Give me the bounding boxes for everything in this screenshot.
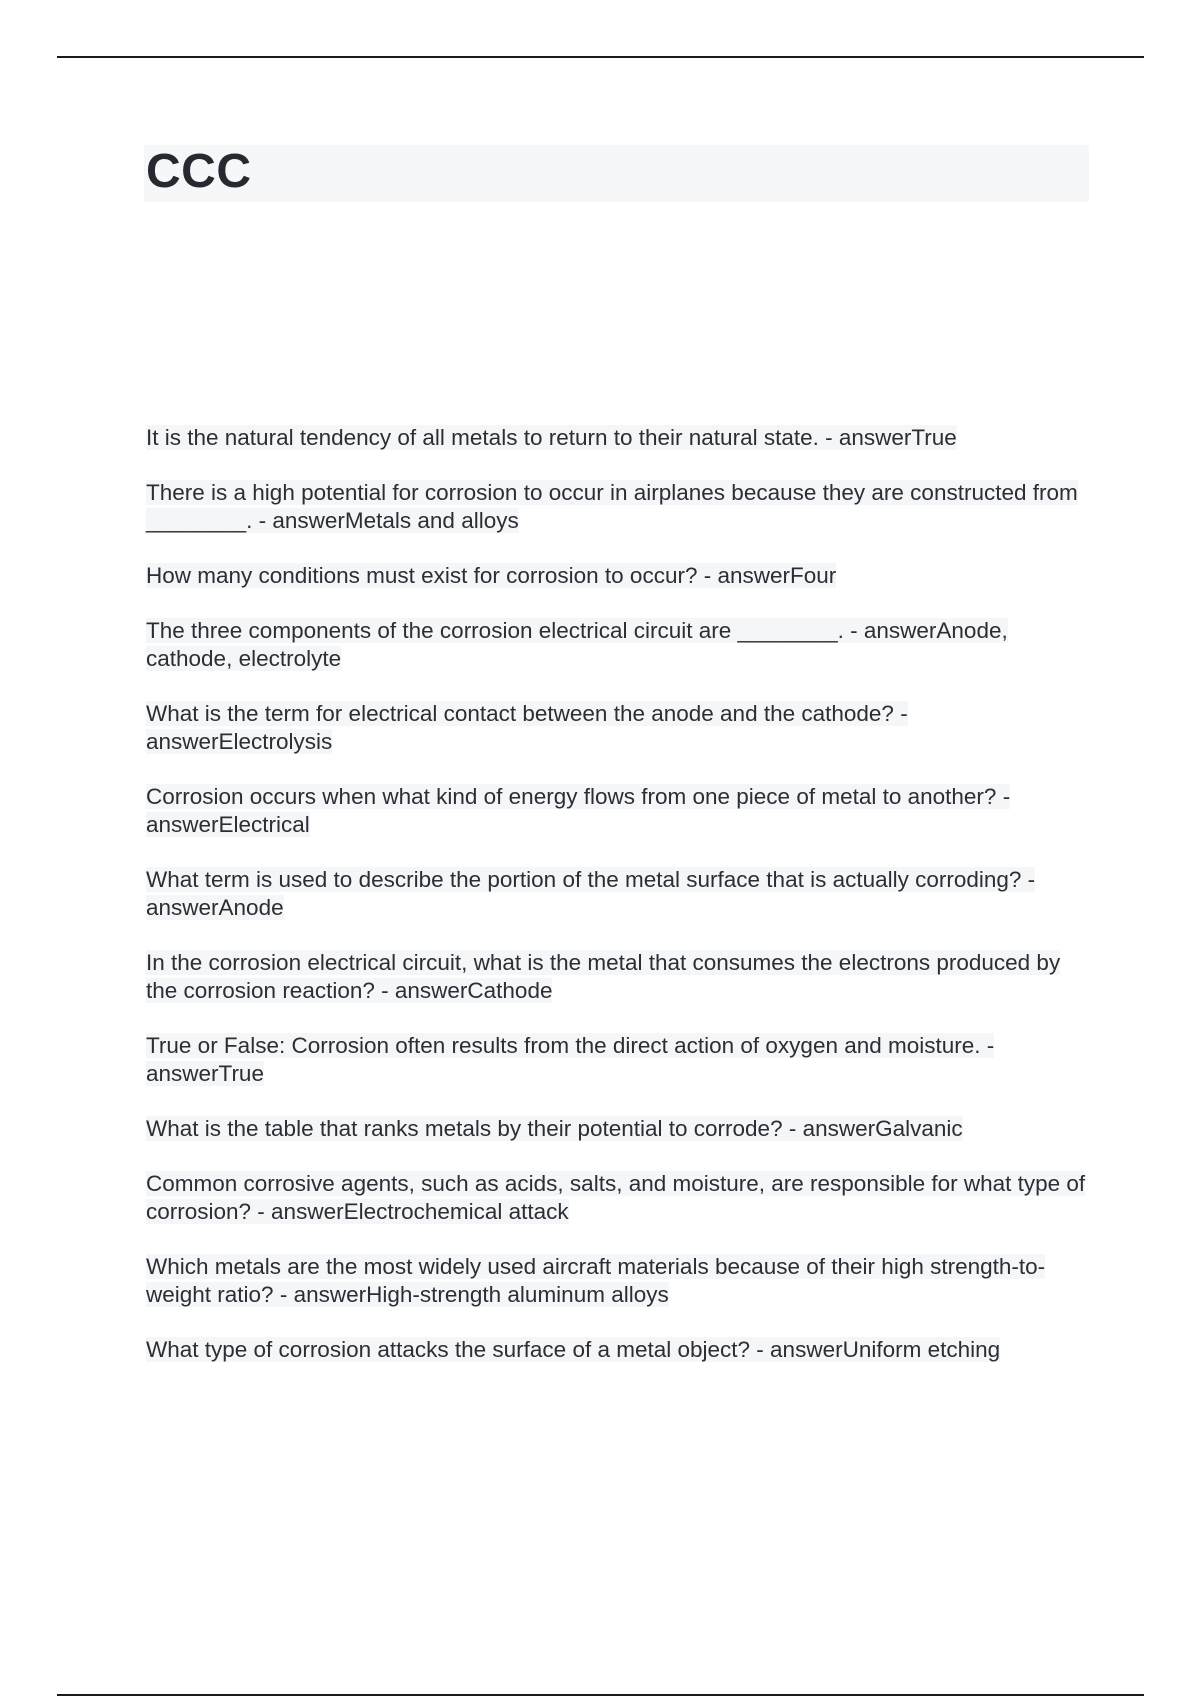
- qa-item: [146, 866, 1096, 922]
- qa-item: [146, 479, 1096, 535]
- qa-text: Common corrosive agents, such as acids, salts, and moisture, are responsible for what type of corrosion? - answerElectrochemical attack: [146, 1171, 1086, 1224]
- qa-item: [146, 783, 1096, 839]
- bottom-divider: [57, 1694, 1144, 1696]
- qa-text: Which metals are the most widely used aircraft materials because of their high strength-to-weight ratio? - answerHigh-strength aluminum alloys: [146, 1254, 1046, 1307]
- qa-text: Corrosion occurs when what kind of energy flows from one piece of metal to another? - answerElectrical: [146, 784, 1011, 837]
- qa-text: What term is used to describe the portion of the metal surface that is actually corroding? - answerAnode: [146, 867, 1036, 920]
- qa-item: [146, 1032, 1096, 1088]
- qa-text: What is the term for electrical contact between the anode and the cathode? - answerElectrolysis: [146, 701, 908, 754]
- qa-text: The three components of the corrosion electrical circuit are ________. - answerAnode, cathode, electrolyte: [146, 618, 1008, 671]
- document-title: CCC: [146, 145, 252, 198]
- qa-item: [146, 700, 1096, 756]
- qa-text: There is a high potential for corrosion to occur in airplanes because they are constructed from ________. - answerMetals and alloys: [146, 480, 1078, 533]
- qa-text: It is the natural tendency of all metals to return to their natural state. - answerTrue: [146, 425, 957, 450]
- qa-item: [146, 424, 1096, 452]
- qa-text: How many conditions must exist for corrosion to occur? - answerFour: [146, 563, 837, 588]
- qa-text: What type of corrosion attacks the surface of a metal object? - answerUniform etching: [146, 1337, 1001, 1362]
- qa-item: [146, 1253, 1096, 1309]
- qa-list: [146, 424, 1096, 1391]
- qa-item: [146, 1170, 1096, 1226]
- qa-text: In the corrosion electrical circuit, what is the metal that consumes the electrons produced by the corrosion reaction? - answerCathode: [146, 950, 1061, 1003]
- title-highlight: [144, 145, 1089, 202]
- qa-item: [146, 949, 1096, 1005]
- qa-text: True or False: Corrosion often results from the direct action of oxygen and moisture. - answerTrue: [146, 1033, 995, 1086]
- qa-item: [146, 617, 1096, 673]
- qa-item: [146, 562, 1096, 590]
- qa-item: [146, 1115, 1096, 1143]
- top-divider: [57, 56, 1144, 58]
- qa-item: [146, 1336, 1096, 1364]
- qa-text: What is the table that ranks metals by their potential to corrode? - answerGalvanic: [146, 1116, 963, 1141]
